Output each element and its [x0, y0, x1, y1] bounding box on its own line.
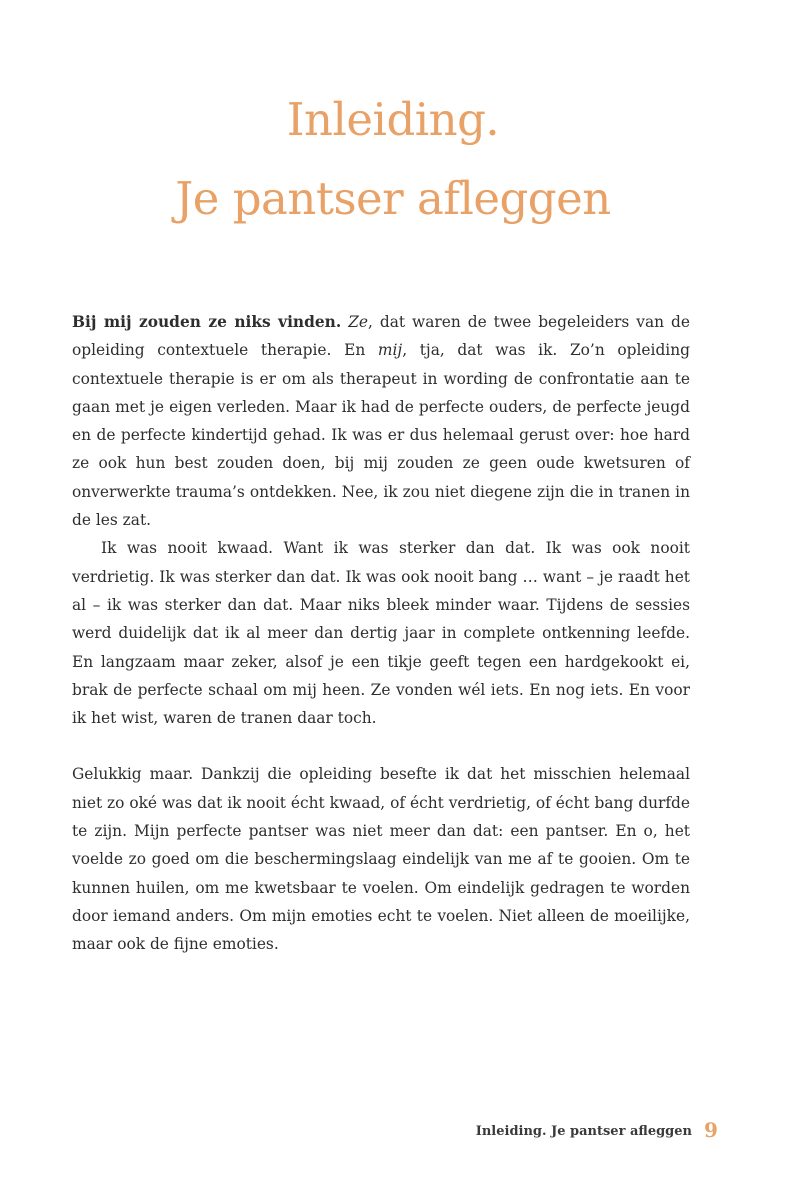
lead-in-bold: Bij mij zouden ze niks vinden.: [72, 313, 342, 331]
chapter-title: [0, 80, 786, 238]
page-number: 9: [704, 1118, 718, 1142]
chapter-title-line-1: Inleiding.: [286, 93, 500, 146]
body-text: [72, 308, 690, 959]
running-head: Inleiding. Je pantser afleggen: [475, 1124, 692, 1139]
paragraph-1: [72, 308, 690, 534]
paragraph-3: Gelukkig maar. Dankzij die opleiding besefte ik dat het misschien helemaal niet zo oké was dat ik nooit écht kwaad, of écht verdrietig, of écht bang durfde te zijn. Mijn perfecte pantser was niet meer dan dat: een pantser. En o, het voelde zo goed om die beschermingslaag eindelijk van me af te gooien. Om te kunnen huilen, om me kwetsbaar te voelen. Om eindelijk gedragen te worden door iemand anders. Om mijn emoties echt te voelen. Niet alleen de moeilijke, maar ook de fijne emoties.: [72, 765, 690, 954]
emphasis-ze: Ze: [348, 313, 368, 331]
paragraph-2: Ik was nooit kwaad. Want ik was sterker dan dat. Ik was ook nooit verdrietig. Ik was sterker dan dat. Ik was ook nooit bang … want – je raadt het al – ik was sterker dan dat. Maar niks bleek minder waar. Tijdens de sessies werd duidelijk dat ik al meer dan dertig jaar in complete ontkenning leefde. En langzaam maar zeker, alsof je een tikje geeft tegen een hardgekookt ei, brak de perfecte schaal om mij heen. Ze vonden wél iets. En nog iets. En voor ik het wist, waren de tranen daar toch.: [72, 539, 690, 728]
paragraph-1-text-a: , dat waren de twee begeleiders van de opleiding contextuele therapie. En: [72, 313, 690, 360]
emphasis-mij: mij: [377, 341, 403, 360]
paragraph-1-text-b: , tja, dat was ik. Zo’n opleiding contextuele therapie is er om als therapeut in wording de confrontatie aan te gaan met je eigen verleden. Maar ik had de perfecte ouders, de perfecte jeugd en de perfecte kindertijd gehad. Ik was er dus helemaal gerust over: hoe hard ze ook hun best zouden doen, bij mij zouden ze geen oude kwetsuren of onverwerkte trauma’s ontdekken. Nee, ik zou niet diegene zijn die in tranen in de les zat.: [72, 341, 690, 530]
chapter-title-line-2: Je pantser afleggen: [175, 172, 611, 225]
